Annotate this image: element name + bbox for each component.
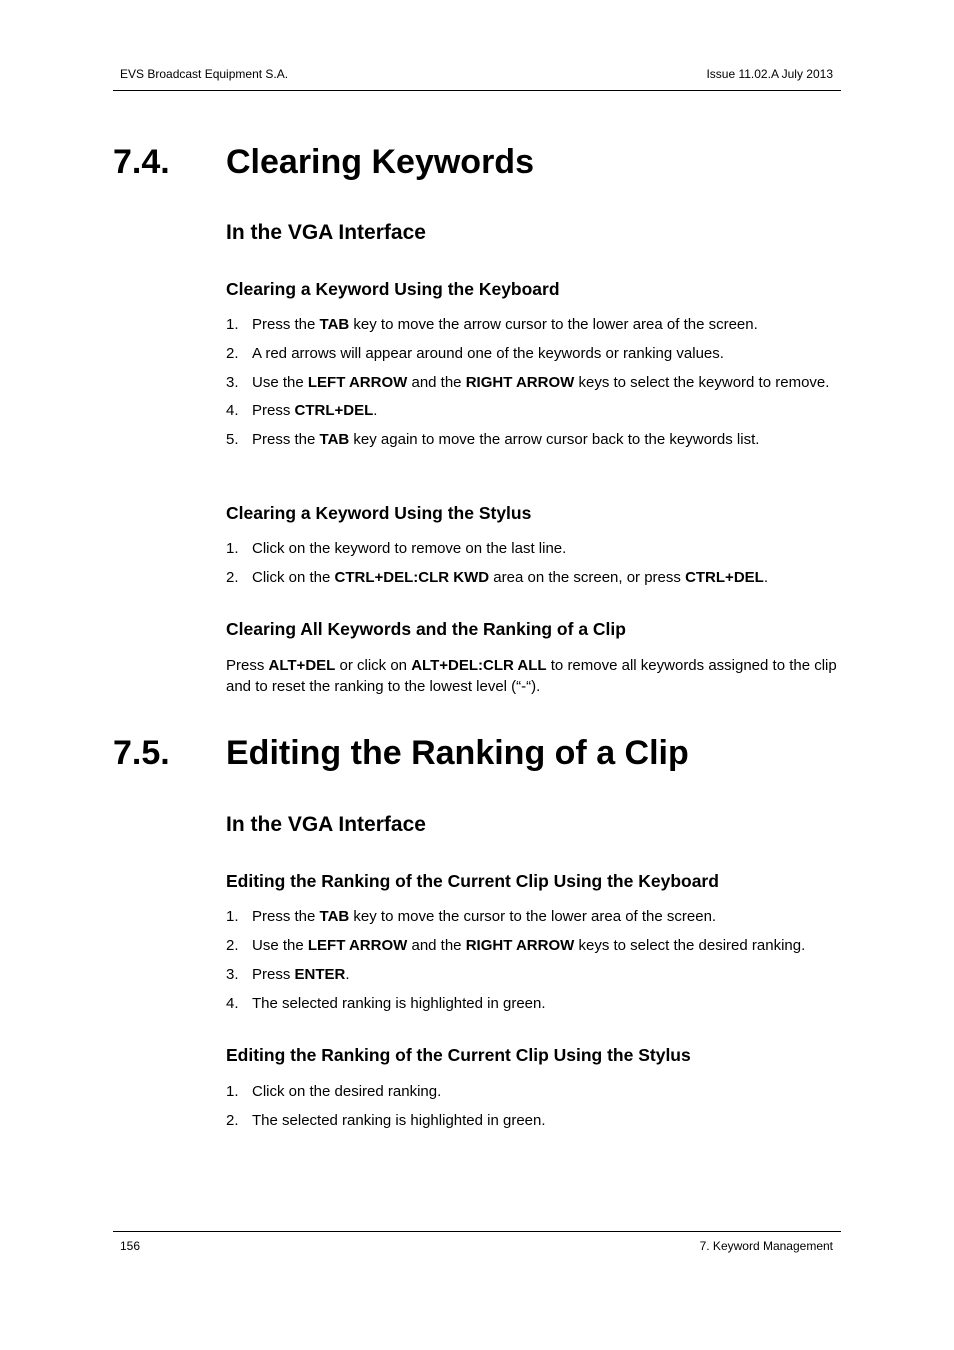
list-clear-stylus bbox=[226, 538, 842, 588]
section-number-7-4: 7.4. bbox=[113, 143, 170, 181]
header-company: EVS Broadcast Equipment S.A. bbox=[120, 67, 289, 81]
subsection-vga-interface: In the VGA Interface bbox=[226, 221, 426, 244]
list-item: 4. Press CTRL+DEL. bbox=[226, 402, 378, 419]
paragraph-clear-all: Press ALT+DEL or click on ALT+DEL:CLR ALL to remove all keywords assigned to the clip and to reset the ranking to the lowest level (“-“). bbox=[226, 657, 837, 695]
section-number-7-5: 7.5. bbox=[113, 734, 170, 772]
subsection-vga-interface-2: In the VGA Interface bbox=[226, 813, 426, 836]
list-item: 1. Press the TAB key to move the cursor to the lower area of the screen. bbox=[226, 908, 717, 925]
heading-ranking-keyboard: Editing the Ranking of the Current Clip Using the Keyboard bbox=[226, 871, 719, 891]
list-ranking-keyboard bbox=[226, 906, 842, 1014]
list-item: 2. Click on the CTRL+DEL:CLR KWD area on the screen, or press CTRL+DEL. bbox=[226, 569, 768, 586]
section-title-clearing-keywords: Clearing Keywords bbox=[226, 143, 534, 181]
list-item: 2. Use the LEFT ARROW and the RIGHT ARROW keys to select the desired ranking. bbox=[226, 937, 806, 954]
header-rule bbox=[113, 90, 841, 91]
header-issue: Issue 11.02.A July 2013 bbox=[706, 67, 833, 81]
section-title-editing-ranking: Editing the Ranking of a Clip bbox=[226, 734, 689, 772]
heading-ranking-stylus: Editing the Ranking of the Current Clip Using the Stylus bbox=[226, 1045, 691, 1065]
list-item: 5. Press the TAB key again to move the arrow cursor back to the keywords list. bbox=[226, 431, 760, 448]
list-item: 4. The selected ranking is highlighted in green. bbox=[226, 995, 546, 1012]
footer-chapter: 7. Keyword Management bbox=[699, 1239, 833, 1253]
list-item: 2. A red arrows will appear around one of the keywords or ranking values. bbox=[226, 345, 724, 362]
footer-rule bbox=[113, 1231, 841, 1232]
list-item: 2. The selected ranking is highlighted in green. bbox=[226, 1112, 546, 1129]
list-item: 3. Press ENTER. bbox=[226, 966, 350, 983]
heading-clear-stylus: Clearing a Keyword Using the Stylus bbox=[226, 503, 532, 523]
list-clear-keyboard bbox=[226, 314, 842, 450]
list-item: 1. Click on the desired ranking. bbox=[226, 1083, 442, 1100]
list-item: 1. Press the TAB key to move the arrow cursor to the lower area of the screen. bbox=[226, 316, 758, 333]
footer-page-number: 156 bbox=[120, 1239, 141, 1253]
list-item: 1. Click on the keyword to remove on the last line. bbox=[226, 540, 567, 557]
heading-clear-keyboard: Clearing a Keyword Using the Keyboard bbox=[226, 279, 560, 299]
list-ranking-stylus bbox=[226, 1081, 842, 1131]
heading-clear-all: Clearing All Keywords and the Ranking of a Clip bbox=[226, 619, 626, 639]
list-item: 3. Use the LEFT ARROW and the RIGHT ARROW keys to select the keyword to remove. bbox=[226, 374, 830, 391]
